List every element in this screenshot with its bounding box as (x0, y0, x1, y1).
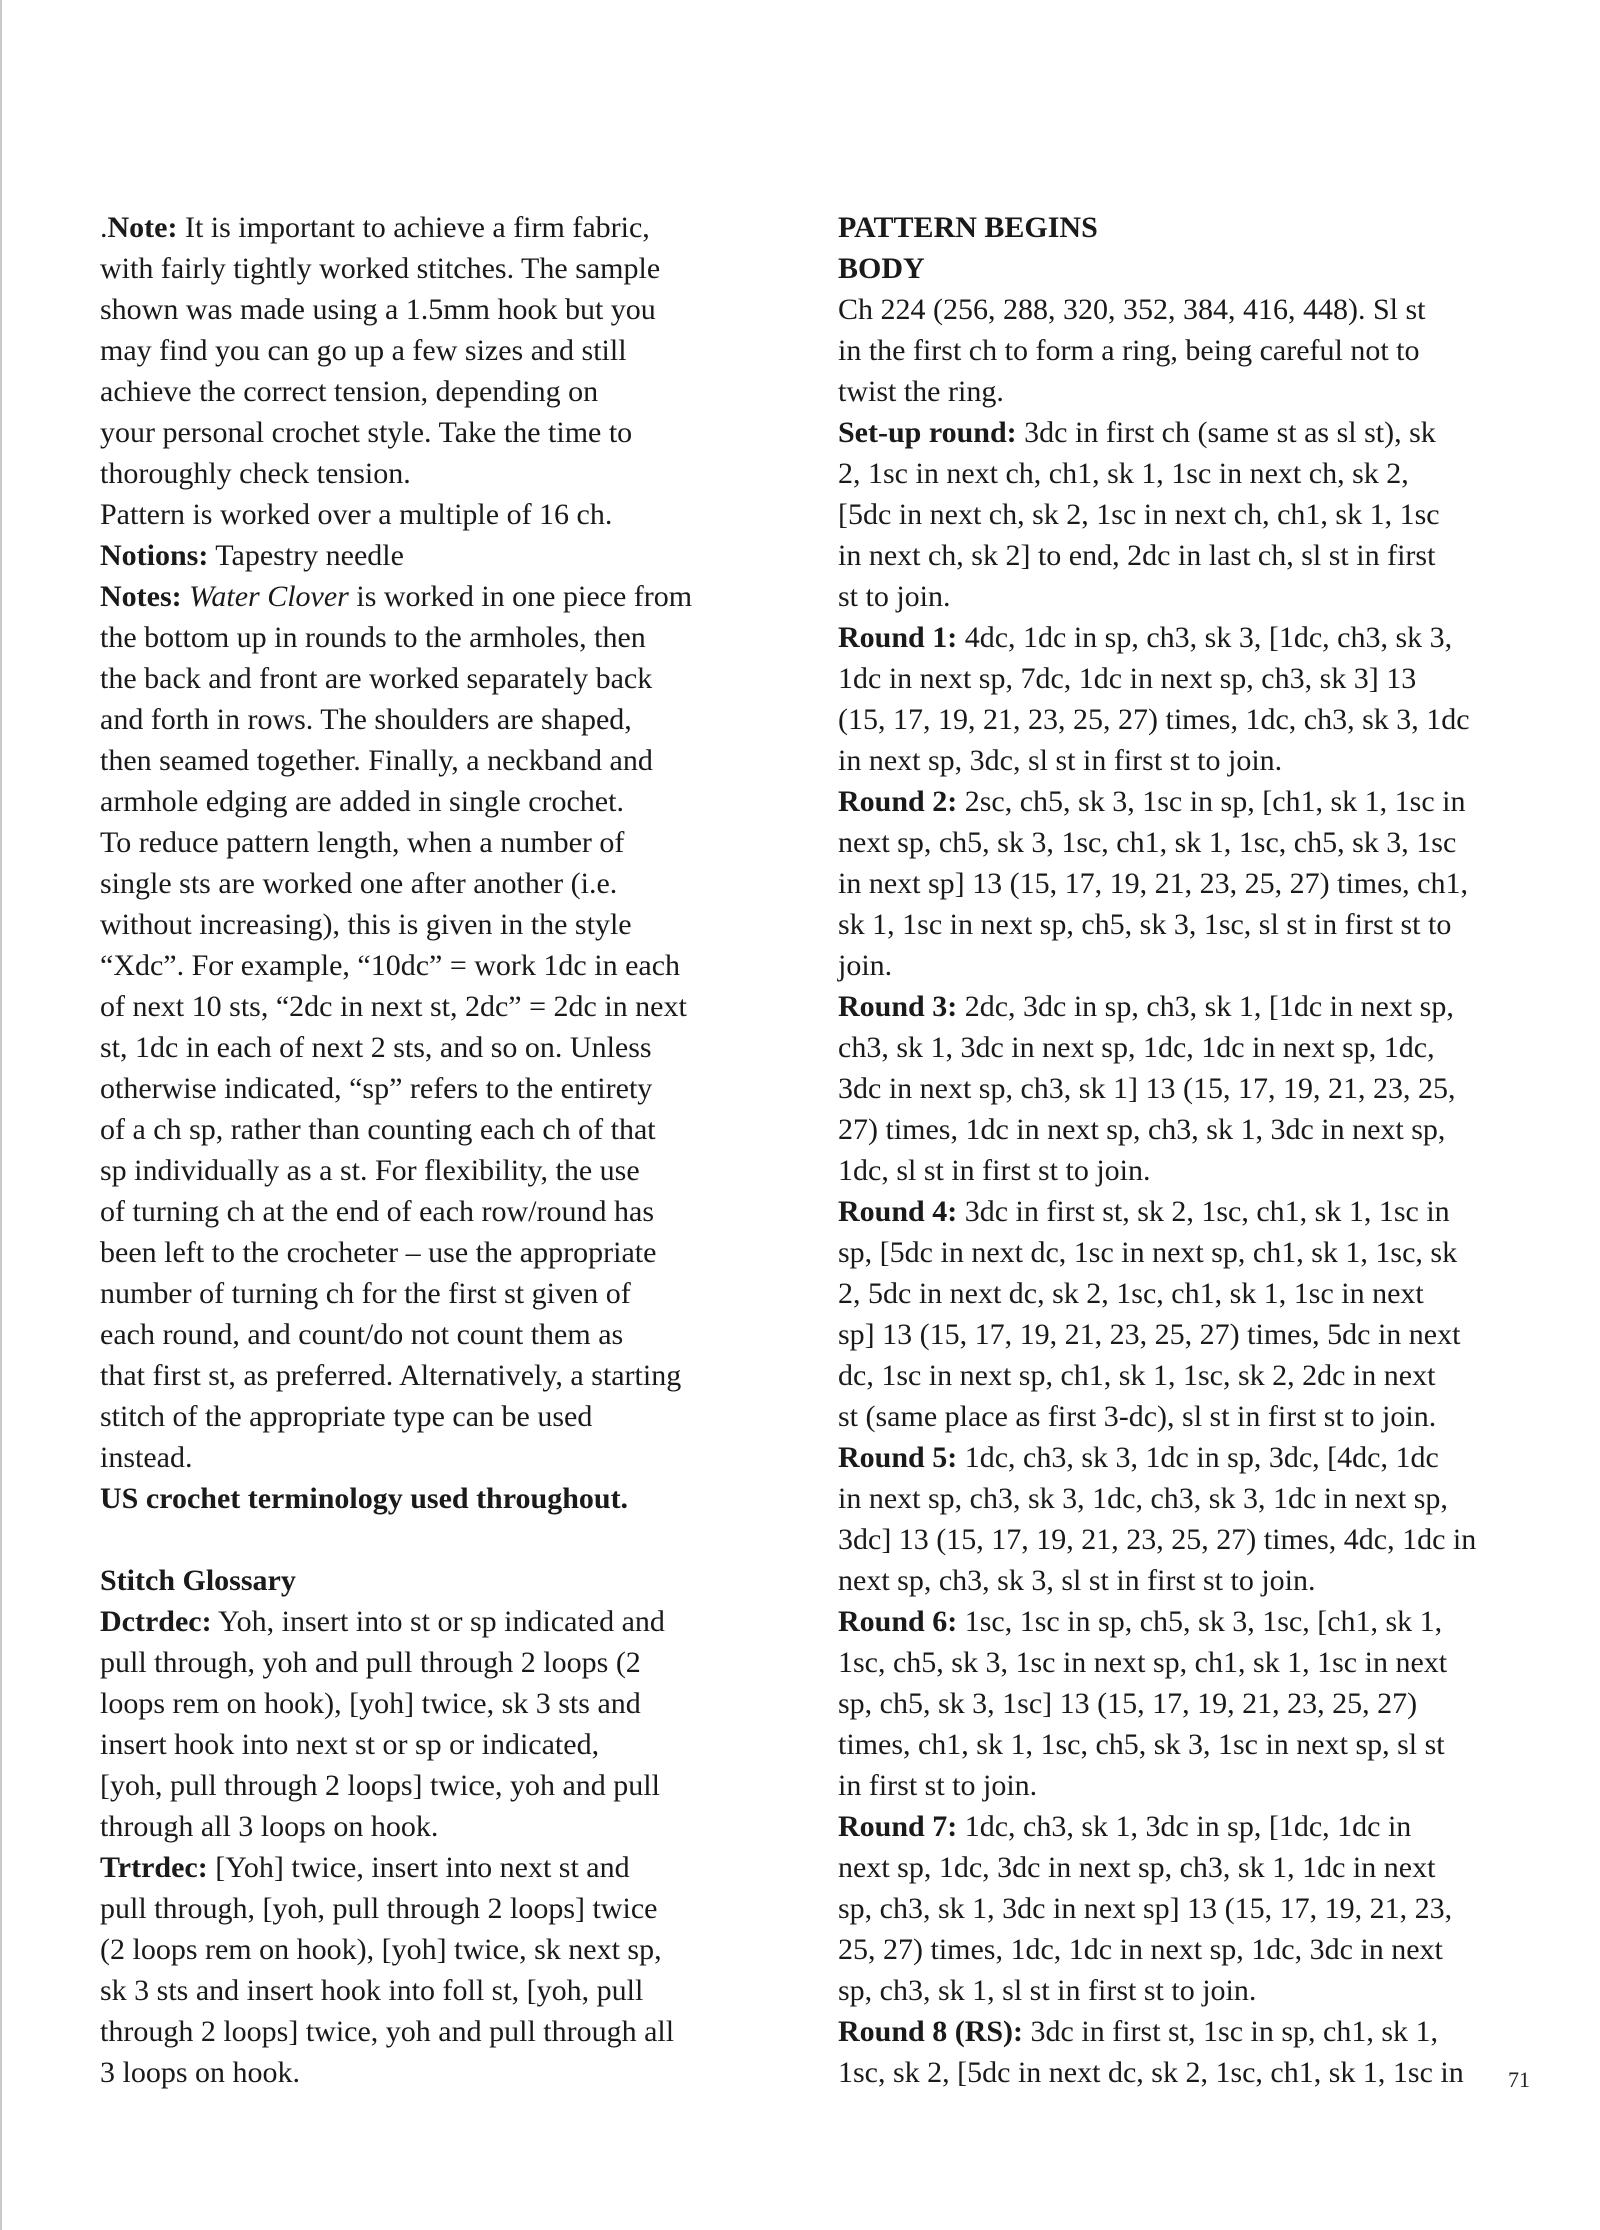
text-line (100, 1437, 780, 1478)
bold-term: Round 1: (838, 621, 958, 654)
text-run: [Yoh] twice, insert into next st and (207, 1851, 630, 1884)
text-run: next sp, 1dc, 3dc in next sp, ch3, sk 1, 1dc in next (838, 1851, 1436, 1884)
text-run: and forth in rows. The shoulders are shaped, (100, 703, 632, 736)
bold-term: Stitch Glossary (100, 1564, 296, 1597)
text-run: armhole edging are added in single crochet. (100, 785, 624, 818)
text-line (838, 576, 1538, 617)
text-run: thoroughly check tension. (100, 457, 411, 490)
text-run: the back and front are worked separately back (100, 662, 653, 695)
text-run: [yoh, pull through 2 loops] twice, yoh and pull (100, 1769, 660, 1802)
text-run: Ch 224 (256, 288, 320, 352, 384, 416, 448). Sl st (838, 293, 1426, 326)
text-run: 3dc] 13 (15, 17, 19, 21, 23, 25, 27) times, 4dc, 1dc in (838, 1523, 1477, 1556)
text-line (100, 1478, 780, 1519)
bold-term: US crochet terminology used throughout. (100, 1482, 629, 1515)
text-run: 25, 27) times, 1dc, 1dc in next sp, 1dc, 3dc in next (838, 1933, 1443, 1966)
text-run: 27) times, 1dc in next sp, ch3, sk 1, 3dc in next sp, (838, 1113, 1446, 1146)
text-line (838, 740, 1538, 781)
text-run: 3dc in next sp, ch3, sk 1] 13 (15, 17, 19, 21, 23, 25, (838, 1072, 1456, 1105)
text-line (838, 904, 1538, 945)
text-run: 3dc in first st, sk 2, 1sc, ch1, sk 1, 1sc in (957, 1195, 1450, 1228)
left-column (100, 207, 780, 2093)
text-line (838, 412, 1538, 453)
text-run: in next sp, 3dc, sl st in first st to join. (838, 744, 1283, 777)
text-line (838, 1355, 1538, 1396)
text-line (100, 289, 780, 330)
text-run: each round, and count/do not count them as (100, 1318, 624, 1351)
text-line (838, 1847, 1538, 1888)
text-run: is worked in one piece from (348, 580, 693, 613)
bold-term: Set-up round: (838, 416, 1017, 449)
bold-term: Round 4: (838, 1195, 958, 1228)
bold-term: Round 7: (838, 1810, 958, 1843)
text-line (838, 289, 1538, 330)
text-line (838, 330, 1538, 371)
text-run: sk 3 sts and insert hook into foll st, [yoh, pull (100, 1974, 644, 2007)
text-run: of next 10 sts, “2dc in next st, 2dc” = 2dc in next (100, 990, 687, 1023)
text-run: times, ch1, sk 1, 1sc, ch5, sk 3, 1sc in next sp, sl st (838, 1728, 1445, 1761)
text-run: insert hook into next st or sp or indicated, (100, 1728, 600, 1761)
text-line (100, 371, 780, 412)
bold-term: Round 8 (RS): (838, 2015, 1024, 2048)
text-line (838, 1027, 1538, 1068)
text-run: 2dc, 3dc in sp, ch3, sk 1, [1dc in next sp, (957, 990, 1454, 1023)
italic-term: Water Clover (189, 580, 349, 613)
text-run: st, 1dc in each of next 2 sts, and so on. Unless (100, 1031, 652, 1064)
text-line (100, 248, 780, 289)
text-line (100, 1396, 780, 1437)
text-run: 2, 5dc in next dc, sk 2, 1sc, ch1, sk 1, 1sc in next (838, 1277, 1424, 1310)
text-run: sp] 13 (15, 17, 19, 21, 23, 25, 27) times, 5dc in next (838, 1318, 1461, 1351)
text-run: pull through, [yoh, pull through 2 loops] twice (100, 1892, 658, 1925)
text-line (100, 1232, 780, 1273)
text-line (838, 1232, 1538, 1273)
text-run: next sp, ch5, sk 3, 1sc, ch1, sk 1, 1sc, ch5, sk 3, 1sc (838, 826, 1457, 859)
text-line (838, 2052, 1538, 2093)
text-line (100, 1560, 780, 1601)
text-line (838, 1888, 1538, 1929)
text-line (100, 1642, 780, 1683)
text-run: sp, ch5, sk 3, 1sc] 13 (15, 17, 19, 21, 23, 25, 27) (838, 1687, 1418, 1720)
text-run: 1dc, ch3, sk 3, 1dc in sp, 3dc, [4dc, 1dc (957, 1441, 1439, 1474)
text-run: in next sp, ch3, sk 3, 1dc, ch3, sk 3, 1dc in next sp, (838, 1482, 1448, 1515)
text-run: Tapestry needle (208, 539, 404, 572)
text-line (838, 1191, 1538, 1232)
text-run: with fairly tightly worked stitches. The sample (100, 252, 661, 285)
text-line (100, 781, 780, 822)
text-run: through all 3 loops on hook. (100, 1810, 439, 1843)
text-line (838, 1724, 1538, 1765)
text-run: “Xdc”. For example, “10dc” = work 1dc in each (100, 949, 681, 982)
text-run: next sp, ch3, sk 3, sl st in first st to join. (838, 1564, 1316, 1597)
text-line (838, 2011, 1538, 2052)
text-run: your personal crochet style. Take the time to (100, 416, 633, 449)
text-line (100, 1601, 780, 1642)
text-run: in next ch, sk 2] to end, 2dc in last ch, sl st in first (838, 539, 1436, 572)
bold-term: Trtrdec: (100, 1851, 208, 1884)
text-run: To reduce pattern length, when a number of (100, 826, 625, 859)
text-line (100, 412, 780, 453)
text-line (100, 1068, 780, 1109)
blank-line (100, 1519, 780, 1560)
text-run: 2, 1sc in next ch, ch1, sk 1, 1sc in next ch, sk 2, (838, 457, 1409, 490)
text-line (838, 1150, 1538, 1191)
text-line (838, 207, 1538, 248)
text-line (100, 822, 780, 863)
text-run: 1sc, 1sc in sp, ch5, sk 3, 1sc, [ch1, sk 1, (957, 1605, 1443, 1638)
text-line (100, 494, 780, 535)
text-run: achieve the correct tension, depending on (100, 375, 599, 408)
text-run: loops rem on hook), [yoh] twice, sk 3 sts and (100, 1687, 641, 1720)
text-run: sp, ch3, sk 1, 3dc in next sp] 13 (15, 17, 19, 21, 23, (838, 1892, 1453, 1925)
text-line (100, 2011, 780, 2052)
text-line (838, 1519, 1538, 1560)
text-line (838, 1109, 1538, 1150)
text-run: then seamed together. Finally, a neckband and (100, 744, 653, 777)
text-line (100, 658, 780, 699)
text-line (838, 1068, 1538, 1109)
text-run: Yoh, insert into st or sp indicated and (211, 1605, 665, 1638)
bold-term: Round 5: (838, 1441, 958, 1474)
text-line (838, 822, 1538, 863)
text-run: 4dc, 1dc in sp, ch3, sk 3, [1dc, ch3, sk 3, (957, 621, 1453, 654)
text-run: shown was made using a 1.5mm hook but you (100, 293, 656, 326)
text-run: sp, [5dc in next dc, 1sc in next sp, ch1, sk 1, 1sc, sk (838, 1236, 1458, 1269)
text-run: without increasing), this is given in the style (100, 908, 632, 941)
text-run: 1sc, sk 2, [5dc in next dc, sk 2, 1sc, ch1, sk 1, 1sc in (838, 2056, 1464, 2089)
text-line (838, 1560, 1538, 1601)
bold-term: Round 6: (838, 1605, 958, 1638)
text-line (100, 1027, 780, 1068)
bold-term: PATTERN BEGINS (838, 211, 1098, 244)
text-line (838, 863, 1538, 904)
text-run: 1dc in next sp, 7dc, 1dc in next sp, ch3, sk 3] 13 (838, 662, 1417, 695)
text-run: 2sc, ch5, sk 3, 1sc in sp, [ch1, sk 1, 1sc in (957, 785, 1466, 818)
text-line (838, 535, 1538, 576)
text-line (100, 1929, 780, 1970)
text-line (838, 371, 1538, 412)
text-run: (15, 17, 19, 21, 23, 25, 27) times, 1dc, ch3, sk 3, 1dc (838, 703, 1470, 736)
text-line (838, 248, 1538, 289)
text-line (838, 617, 1538, 658)
text-line (100, 904, 780, 945)
text-line (838, 1683, 1538, 1724)
text-run: dc, 1sc in next sp, ch1, sk 1, 1sc, sk 2, 2dc in next (838, 1359, 1436, 1392)
bold-term: Dctrdec: (100, 1605, 212, 1638)
text-line (838, 1642, 1538, 1683)
text-line (838, 1970, 1538, 2011)
text-line (838, 986, 1538, 1027)
text-line (100, 1765, 780, 1806)
text-run: join. (838, 949, 893, 982)
text-line (100, 1806, 780, 1847)
text-run: through 2 loops] twice, yoh and pull through all (100, 2015, 675, 2048)
text-run: pull through, yoh and pull through 2 loops (2 (100, 1646, 641, 1679)
text-line (838, 658, 1538, 699)
text-line (100, 1724, 780, 1765)
text-run: of turning ch at the end of each row/round has (100, 1195, 654, 1228)
text-line (838, 1273, 1538, 1314)
text-line (838, 699, 1538, 740)
text-line (838, 453, 1538, 494)
text-run: instead. (100, 1441, 193, 1474)
text-run: Pattern is worked over a multiple of 16 ch. (100, 498, 613, 531)
text-line (100, 617, 780, 658)
text-run: 1dc, sl st in first st to join. (838, 1154, 1151, 1187)
text-line (100, 2052, 780, 2093)
text-line (100, 1970, 780, 2011)
text-run: sk 1, 1sc in next sp, ch5, sk 3, 1sc, sl st in first st to (838, 908, 1452, 941)
text-line (838, 1929, 1538, 1970)
text-line (100, 1191, 780, 1232)
bold-term: Round 2: (838, 785, 958, 818)
text-line (100, 207, 780, 248)
page-number: 71 (1508, 2067, 1530, 2092)
text-run: in the first ch to form a ring, being careful not to (838, 334, 1420, 367)
text-run: twist the ring. (838, 375, 1004, 408)
text-run: 3dc in first st, 1sc in sp, ch1, sk 1, (1023, 2015, 1439, 2048)
text-line (100, 330, 780, 371)
text-run: 1dc, ch3, sk 1, 3dc in sp, [1dc, 1dc in (957, 1810, 1412, 1843)
text-line (100, 1355, 780, 1396)
text-line (838, 1601, 1538, 1642)
text-run: It is important to achieve a firm fabric, (177, 211, 650, 244)
text-line (100, 1314, 780, 1355)
text-line (838, 1478, 1538, 1519)
text-run: sp individually as a st. For flexibility, the use (100, 1154, 640, 1187)
text-line (100, 986, 780, 1027)
text-run: 1sc, ch5, sk 3, 1sc in next sp, ch1, sk 1, 1sc in next (838, 1646, 1448, 1679)
bold-term: BODY (838, 252, 925, 285)
text-line (100, 863, 780, 904)
text-line (838, 781, 1538, 822)
text-line (838, 1806, 1538, 1847)
text-run: of a ch sp, rather than counting each ch of that (100, 1113, 656, 1146)
text-line (100, 945, 780, 986)
text-run: sp, ch3, sk 1, sl st in first st to join. (838, 1974, 1257, 2007)
text-run: [5dc in next ch, sk 2, 1sc in next ch, ch1, sk 1, 1sc (838, 498, 1440, 531)
text-run: ch3, sk 1, 3dc in next sp, 1dc, 1dc in next sp, 1dc, (838, 1031, 1435, 1064)
text-line (838, 945, 1538, 986)
text-run: st to join. (838, 580, 951, 613)
text-run: that first st, as preferred. Alternatively, a starting (100, 1359, 682, 1392)
text-line (100, 453, 780, 494)
right-column (838, 207, 1538, 2093)
text-run: in next sp] 13 (15, 17, 19, 21, 23, 25, 27) times, ch1, (838, 867, 1468, 900)
bold-term: Note: (107, 211, 178, 244)
text-line (100, 1109, 780, 1150)
text-line (838, 1314, 1538, 1355)
text-run: (2 loops rem on hook), [yoh] twice, sk next sp, (100, 1933, 662, 1966)
text-run: 3dc in first ch (same st as sl st), sk (1016, 416, 1436, 449)
bold-term: Notes: (100, 580, 182, 613)
text-run: single sts are worked one after another (i.e. (100, 867, 618, 900)
text-line (100, 535, 780, 576)
text-line (100, 1847, 780, 1888)
text-run: number of turning ch for the first st given of (100, 1277, 631, 1310)
bold-term: Round 3: (838, 990, 958, 1023)
text-line (100, 740, 780, 781)
text-line (100, 1888, 780, 1929)
text-run: 3 loops on hook. (100, 2056, 301, 2089)
text-run: . (100, 211, 108, 244)
text-line (100, 1273, 780, 1314)
text-line (838, 1765, 1538, 1806)
text-line (838, 1396, 1538, 1437)
text-line (838, 1437, 1538, 1478)
text-line (100, 576, 780, 617)
text-line (100, 699, 780, 740)
text-run: otherwise indicated, “sp” refers to the entirety (100, 1072, 653, 1105)
text-line (100, 1150, 780, 1191)
bold-term: Notions: (100, 539, 209, 572)
text-run: stitch of the appropriate type can be used (100, 1400, 593, 1433)
page-edge-rule (0, 0, 2, 2230)
text-line (838, 494, 1538, 535)
text-run: st (same place as first 3-dc), sl st in first st to join. (838, 1400, 1437, 1433)
text-run: may find you can go up a few sizes and still (100, 334, 627, 367)
text-run: been left to the crocheter – use the appropriate (100, 1236, 657, 1269)
text-run: in first st to join. (838, 1769, 1038, 1802)
text-run: the bottom up in rounds to the armholes, then (100, 621, 646, 654)
text-line (100, 1683, 780, 1724)
